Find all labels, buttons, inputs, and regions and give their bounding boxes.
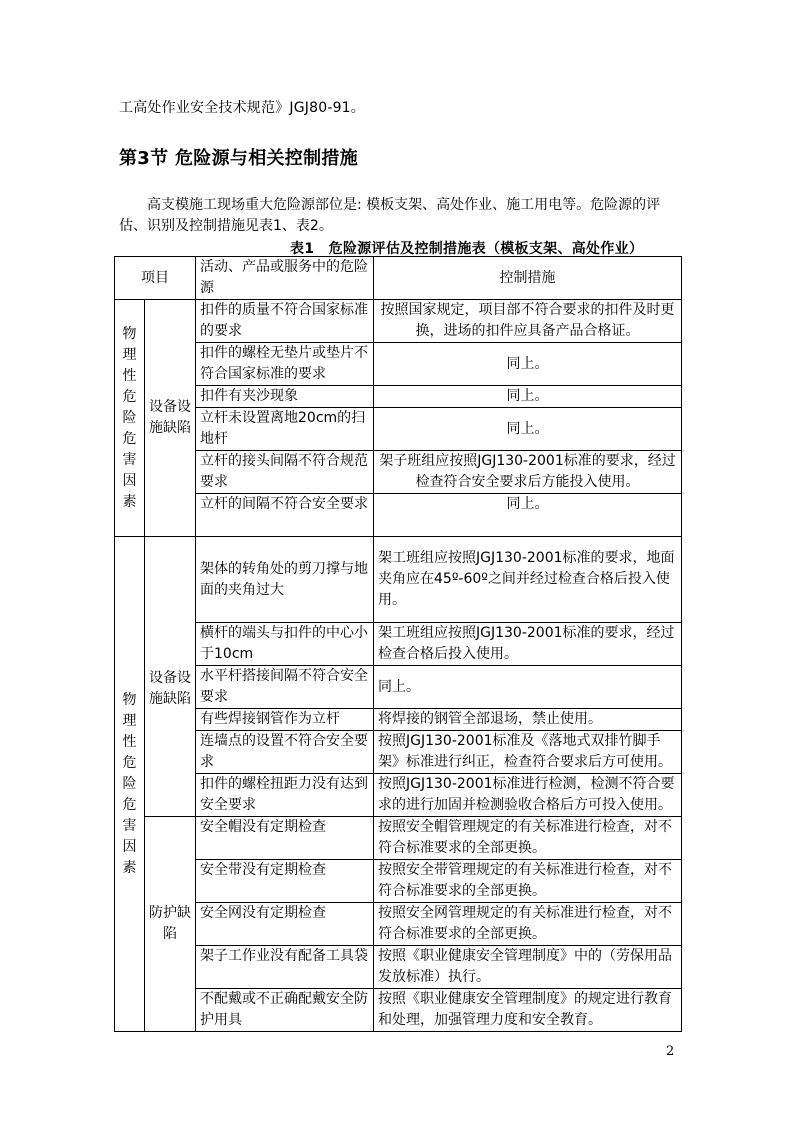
control-cell: 按照安全网管理规定的有关标准进行检查，对不符合标准要求的全部更换。 bbox=[374, 903, 682, 946]
table-row bbox=[115, 666, 682, 709]
control-cell: 将焊接的钢管全部退场，禁止使用。 bbox=[374, 709, 682, 731]
hazard-cell: 架子工作业没有配备工具袋 bbox=[196, 946, 374, 989]
table-row bbox=[115, 494, 682, 537]
category-cell: 物理性危险危害因素 bbox=[115, 300, 145, 537]
hazard-cell: 不配戴或不正确配戴安全防护用具 bbox=[196, 989, 374, 1032]
table-header-row bbox=[115, 257, 682, 300]
table-row bbox=[115, 408, 682, 451]
hazard-cell: 连墙点的设置不符合安全要求 bbox=[196, 731, 374, 774]
hazard-cell: 立杆的接头间隔不符合规范要求 bbox=[196, 451, 374, 494]
hazard-cell: 扣件的螺栓无垫片或垫片不符合国家标准的要求 bbox=[196, 343, 374, 386]
control-cell: 同上。 bbox=[374, 666, 682, 709]
table-row bbox=[115, 860, 682, 903]
hazard-cell: 水平杆搭接间隔不符合安全要求 bbox=[196, 666, 374, 709]
control-cell: 按照JGJ130-2001标准进行检测，检测不符合要求的进行加固并检测验收合格后方可投入使用。 bbox=[374, 774, 682, 817]
intro-paragraph: 高支模施工现场重大危险源部位是: 模板支架、高处作业、施工用电等。危险源的评估、识别及控制措施见表1、表2。 bbox=[119, 197, 661, 234]
hazard-cell: 扣件的螺栓扭距力没有达到安全要求 bbox=[196, 774, 374, 817]
control-cell: 按照国家规定，项目部不符合要求的扣件及时更换，进场的扣件应具备产品合格证。 bbox=[374, 300, 682, 343]
control-cell: 架子班组应按照JGJ130-2001标准的要求，经过检查符合安全要求后方能投入使用。 bbox=[374, 451, 682, 494]
table-row bbox=[115, 774, 682, 817]
table-row bbox=[115, 989, 682, 1032]
header-control: 控制措施 bbox=[374, 257, 682, 300]
header-hazard: 活动、产品或服务中的危险源 bbox=[196, 257, 374, 300]
table-row bbox=[115, 623, 682, 666]
control-cell: 同上。 bbox=[374, 494, 682, 537]
hazard-cell: 有些焊接钢管作为立杆 bbox=[196, 709, 374, 731]
hazard-control-table bbox=[114, 256, 682, 1032]
hazard-cell: 扣件有夹沙现象 bbox=[196, 386, 374, 408]
table-row bbox=[115, 343, 682, 386]
table-row bbox=[115, 451, 682, 494]
table-row bbox=[115, 300, 682, 343]
control-cell: 同上。 bbox=[374, 343, 682, 386]
subcategory-cell: 防护缺陷 bbox=[145, 817, 196, 1032]
continued-text-line: 工高处作业安全技术规范》JGJ80-91。 bbox=[119, 100, 365, 116]
table-row bbox=[115, 946, 682, 989]
table-row bbox=[115, 537, 682, 623]
control-cell: 架工班组应按照JGJ130-2001标准的要求，经过检查合格后投入使用。 bbox=[374, 623, 682, 666]
header-item: 项目 bbox=[115, 257, 196, 300]
table-caption: 表1 危险源评估及控制措施表（模板支架、高处作业） bbox=[290, 241, 644, 257]
section-heading: 第3节 危险源与相关控制措施 bbox=[119, 148, 358, 169]
control-cell: 按照安全带管理规定的有关标准进行检查，对不符合标准要求的全部更换。 bbox=[374, 860, 682, 903]
control-cell: 同上。 bbox=[374, 386, 682, 408]
subcategory-cell: 设备设施缺陷 bbox=[145, 537, 196, 817]
control-cell: 按照《职业健康安全管理制度》中的（劳保用品发放标准）执行。 bbox=[374, 946, 682, 989]
control-cell: 按照JGJ130-2001标准及《落地式双排竹脚手架》标准进行纠正，检查符合要求后方可使用。 bbox=[374, 731, 682, 774]
table-row bbox=[115, 386, 682, 408]
hazard-cell: 立杆未设置离地20cm的扫地杆 bbox=[196, 408, 374, 451]
hazard-cell: 安全带没有定期检查 bbox=[196, 860, 374, 903]
table-row bbox=[115, 817, 682, 860]
hazard-cell: 扣件的质量不符合国家标准的要求 bbox=[196, 300, 374, 343]
control-cell: 同上。 bbox=[374, 408, 682, 451]
table-row bbox=[115, 731, 682, 774]
hazard-cell: 架体的转角处的剪刀撑与地面的夹角过大 bbox=[196, 537, 374, 623]
control-cell: 按照安全帽管理规定的有关标准进行检查，对不符合标准要求的全部更换。 bbox=[374, 817, 682, 860]
control-cell: 架工班组应按照JGJ130-2001标准的要求，地面夹角应在45º-60º之间并经过检查合格后投入使用。 bbox=[374, 537, 682, 623]
control-cell: 按照《职业健康安全管理制度》的规定进行教育和处理，加强管理力度和安全教育。 bbox=[374, 989, 682, 1032]
table-row bbox=[115, 709, 682, 731]
table-row bbox=[115, 903, 682, 946]
hazard-cell: 立杆的间隔不符合安全要求 bbox=[196, 494, 374, 537]
page-number: 2 bbox=[666, 1044, 675, 1059]
category-cell: 物理性危险危害因素 bbox=[115, 537, 145, 1032]
subcategory-cell: 设备设施缺陷 bbox=[145, 300, 196, 537]
hazard-cell: 横杆的端头与扣件的中心小于10cm bbox=[196, 623, 374, 666]
hazard-cell: 安全网没有定期检查 bbox=[196, 903, 374, 946]
hazard-cell: 安全帽没有定期检查 bbox=[196, 817, 374, 860]
